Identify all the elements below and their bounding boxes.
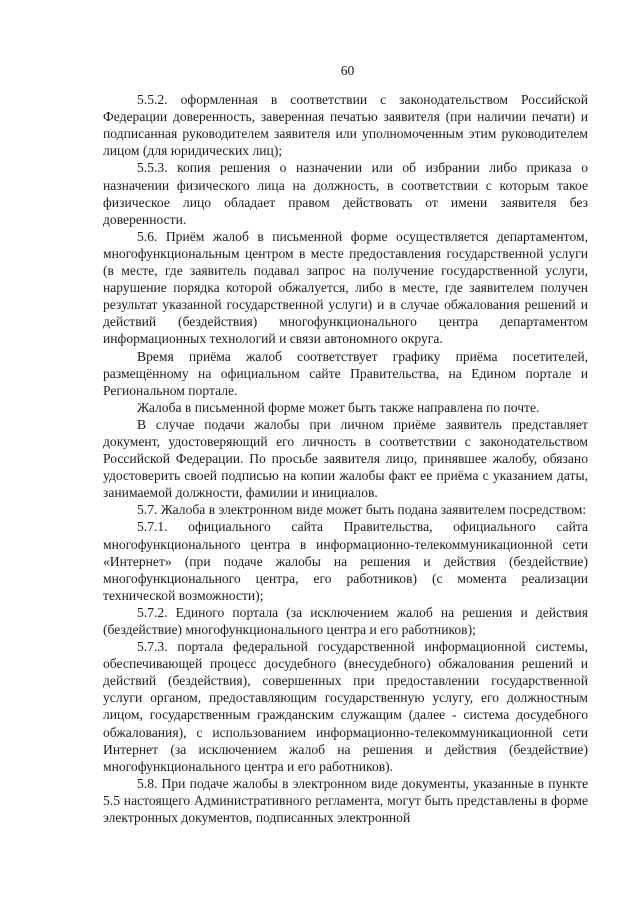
paragraph-mail: Жалоба в письменной форме может быть также направлена по почте. <box>137 399 540 415</box>
paragraph-5-6: 5.6. Приём жалоб в письменной форме осуществляется департаментом, многофункциональным центром в месте предоставления государственной услуги (в месте, где заявитель подавал запрос на получение государственной услуги, нарушение порядка которой обжалуется, либо в месте, где заявителем получен результат указанной государственной услуги) и в случае обжалования решений и действий (бездействия) многофункционального центра департаментом информационных технологий и связи автономного округа. <box>103 228 588 347</box>
paragraph-5-8: 5.8. При подаче жалобы в электронном виде документы, указанные в пункте 5.5 настоящего Административного регламента, могут быть представлены в форме электронных документов, подписанных электронной <box>103 775 588 826</box>
paragraph-5-7: 5.7. Жалоба в электронном виде может быть подана заявителем посредством: <box>137 502 587 518</box>
paragraph-reception-time: Время приёма жалоб соответствует графику приёма посетителей, размещённому на официальном сайте Правительства, на Едином портале и Региональном портале. <box>103 348 588 398</box>
paragraph-5-7-1: 5.7.1. официального сайта Правительства, официального сайта многофункционального центра в информационно-телекоммуникационной сети «Интернет» (при подаче жалобы на решения и действия (бездействие) многофункционального центра, его работников) (с момента реализации технической возможности); <box>103 519 588 603</box>
paragraph-5-7-3: 5.7.3. портала федеральной государственной информационной системы, обеспечивающей процесс досудебного (внесудебного) обжалования решений и действий (бездействия), совершенных при предоставлении государственной услуги органом, предоставляющим государственную услугу, его должностным лицом, государственным гражданским служащим (далее - система досудебного обжалования), с использованием информационно-телекоммуникационной сети Интернет (за исключением жалоб на решения и действия (бездействие) многофункционального центра и его работников). <box>103 639 588 774</box>
paragraph-personal-reception: В случае подачи жалобы при личном приёме заявитель представляет документ, удостоверяющий его личность в соответствии с законодательством Российской Федерации. По просьбе заявителя лицо, принявшее жалобу, обязано удостоверить своей подписью на копии жалобы факт ее приёма с указанием даты, занимаемой должности, фамилии и инициалов. <box>103 416 588 501</box>
paragraph-5-5-2: 5.5.2. оформленная в соответствии с законодательством Российской Федерации доверенность, заверенная печатью заявителя (при наличии печати) и подписанная руководителем заявителя или уполномоченным этим руководителем лицом (для юридических лиц); <box>103 92 588 159</box>
paragraph-5-5-3: 5.5.3. копия решения о назначении или об избрании либо приказа о назначении физического лица на должность, в соответствии с которым такое физическое лицо обладает правом действовать от имени заявителя без доверенности. <box>103 160 588 227</box>
paragraph-5-7-2: 5.7.2. Единого портала (за исключением жалоб на решения и действия (бездействие) многофункционального центра и его работников); <box>103 604 588 637</box>
page-number: 60 <box>340 63 355 78</box>
